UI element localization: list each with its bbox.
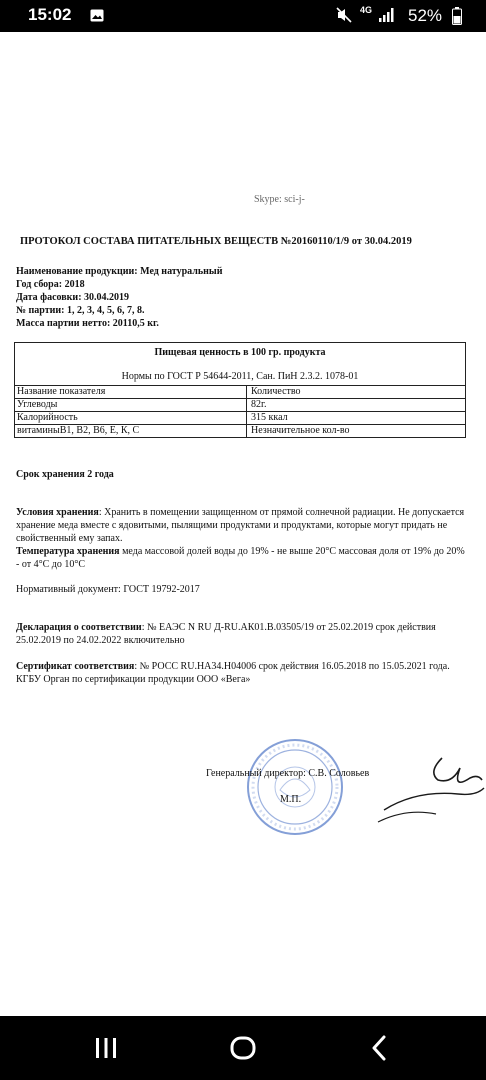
signal-icon: [378, 8, 394, 22]
handwritten-signature: [376, 750, 486, 830]
table-row: [15, 425, 465, 437]
temperature-label: Температура хранения: [16, 546, 120, 557]
certificate: [16, 660, 466, 686]
document-title: ПРОТОКОЛ СОСТАВА ПИТАТЕЛЬНЫХ ВЕЩЕСТВ №20160110/1/9 от 30.04.2019: [20, 236, 412, 247]
certificate-label: Сертификат соответствия: [16, 661, 135, 672]
row-value: 315 ккал: [251, 412, 288, 423]
row-name: витаминыВ1, В2, В6, Е, К, С: [15, 425, 247, 437]
row-name: Калорийность: [15, 412, 247, 424]
storage-text: : Хранить в помещении защищенном от прямой солнечной радиации. Не допускается хранение меда вместе с ядовитыми, пылящими продуктами и продуктами, которые могут придать не свойственный ему запах.: [16, 507, 465, 544]
document-page: [0, 32, 486, 1016]
certificate-text: : № РОСС RU.НА34.Н04006 срок действия 16.05.2018 по 15.05.2021 года. КГБУ Орган по сертификации продукции ООО «Вега»: [16, 661, 450, 685]
declaration: [16, 621, 466, 647]
shelf-life: Срок хранения 2 года: [16, 469, 114, 480]
home-icon[interactable]: [227, 1032, 259, 1064]
table-header-row: [15, 386, 465, 399]
table-row: [15, 412, 465, 425]
packing-date: Дата фасовки: 30.04.2019: [16, 292, 130, 303]
image-icon: [90, 9, 104, 22]
storage-label: Условия хранения: [16, 507, 99, 518]
row-value: 82г.: [251, 399, 267, 410]
table-row: [15, 399, 465, 412]
row-value: Незначительное кол-во: [251, 425, 350, 436]
navigation-bar: [0, 1016, 486, 1080]
back-icon[interactable]: [364, 1032, 396, 1064]
nutrition-table: [14, 342, 466, 438]
table-title: Пищевая ценность в 100 гр. продукта: [154, 347, 326, 358]
normative-document: Нормативный документ: ГОСТ 19792-2017: [16, 584, 200, 595]
product-info: [16, 265, 222, 330]
status-time: 15:02: [28, 5, 72, 24]
status-bar: [0, 0, 486, 32]
product-name: Наименование продукции: Мед натуральный: [16, 266, 223, 277]
temperature-text: меда массовой долей воды до 19% - не выше 20°С массовая доля от 19% до 20% - от 4°С до 10°С: [16, 546, 465, 570]
table-norms: Нормы по ГОСТ Р 54644-2011, Сан. ПиН 2.3.2. 1078-01: [121, 371, 359, 382]
table-caption: [15, 343, 465, 386]
batch-numbers: № партии: 1, 2, 3, 4, 5, 6, 7, 8.: [16, 305, 145, 316]
mute-icon: [336, 7, 352, 23]
battery-icon: [452, 7, 462, 25]
battery-percent: 52%: [408, 6, 443, 25]
declaration-label: Декларация о соответствии: [16, 622, 142, 633]
director-signature-line: Генеральный директор: С.В. Соловьев: [206, 768, 370, 779]
harvest-year: Год сбора: 2018: [16, 279, 85, 290]
network-type: 4G: [360, 5, 373, 15]
stamp-seal: [246, 738, 344, 836]
declaration-text: : № ЕАЭС N RU Д-RU.АК01.В.03505/19 от 25.02.2019 срок действия 25.02.2019 по 24.02.2022 включительно: [16, 622, 436, 646]
net-mass: Масса партии нетто: 20110,5 кг.: [16, 318, 159, 329]
storage-conditions: [16, 506, 466, 571]
skype-line: Skype: sci-j-: [254, 194, 305, 205]
header-name: Название показателя: [15, 386, 247, 398]
header-quantity: Количество: [251, 386, 301, 397]
recents-icon[interactable]: [90, 1032, 122, 1064]
seal-place: М.П.: [280, 794, 302, 805]
row-name: Углеводы: [15, 399, 247, 411]
